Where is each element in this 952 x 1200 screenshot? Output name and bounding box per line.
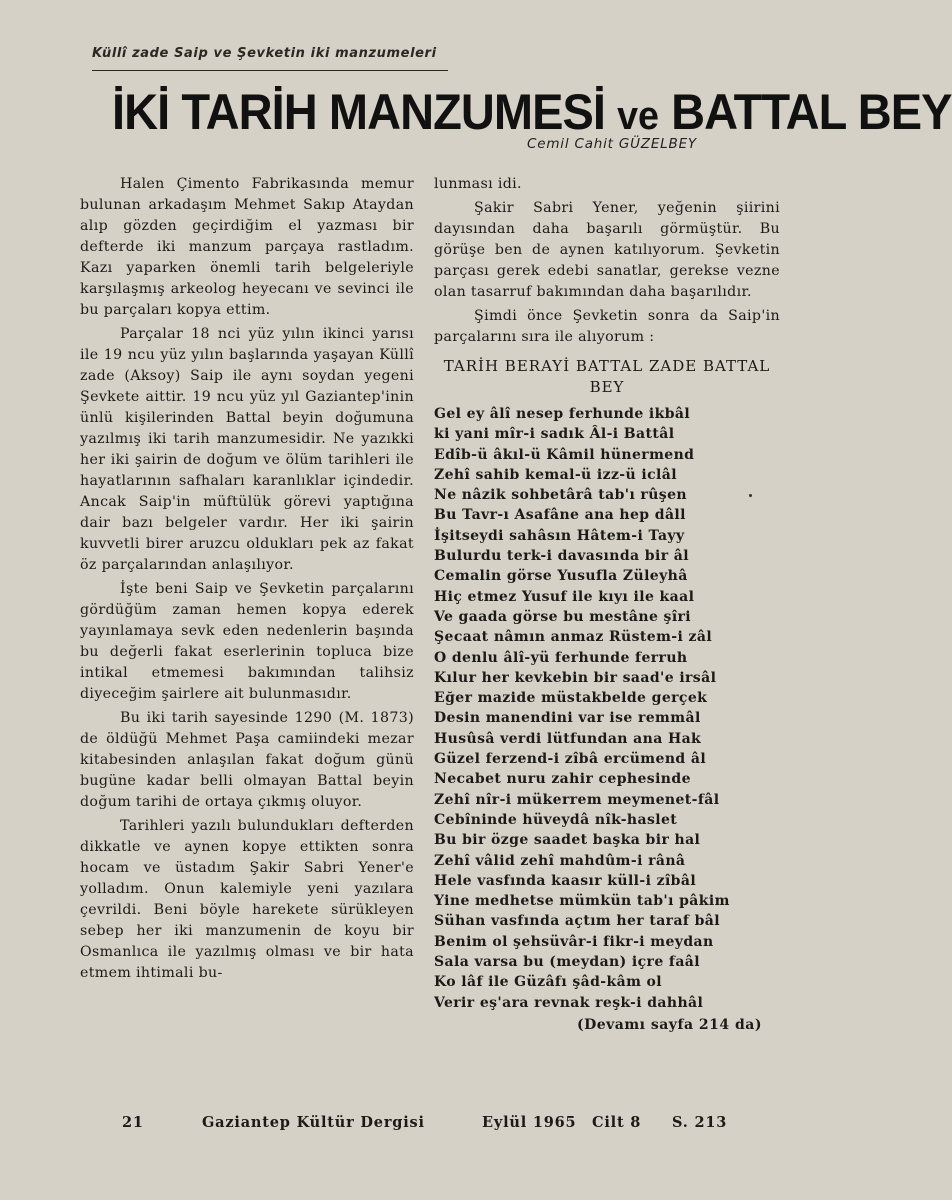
poem-line: Cemalin görse Yusufla Züleyhâ	[434, 568, 688, 585]
paragraph: Halen Çimento Fabrikasında memur bulunan arkadaşım Mehmet Sakıp Ataydan alıp gözden geçirdiğim el yazması bir defterde iki manzum parçaya rastladım. Kazı yaparken önemli tarih belgeleriyle karşılaşmış arkeolog heyecanı ve sevinci ile bu parçaları kopya ettim.	[80, 176, 414, 318]
article-title	[112, 84, 952, 144]
poem-line: Şecaat nâmın anmaz Rüstem-i zâl	[434, 629, 713, 646]
poem-line: Güzel ferzend-i zîbâ ercümend âl	[434, 751, 707, 768]
paragraph: Tarihleri yazılı bulundukları defterden dikkatle ve aynen kopye ettikten sonra hocam ve üstadım Şakir Sabri Yener'e yolladım. Onun kalemiyle yeni yazılara çevrildi. Beni böyle harekete sürükleyen sebep her iki manzumenin de koyu bir Osmanlıca ile yazılmış olması ve bir hata etmem ihtimali bu-	[80, 818, 414, 981]
poem-line: Eğer mazide müstakbelde gerçek	[434, 690, 708, 707]
poem-line: Gel ey âlî nesep ferhunde ikbâl	[434, 406, 691, 422]
poem-line: Hiç etmez Yusuf ile kıyı ile kaal	[434, 588, 695, 605]
poem-line: Yine medhetse mümkün tab'ı pâkim	[434, 893, 730, 910]
title-conjunction: ve	[617, 94, 659, 138]
poem-line: Zehî nîr-i mükerrem meymenet-fâl	[434, 791, 720, 808]
paragraph: İşte beni Saip ve Şevketin parçalarını gördüğüm zaman hemen kopya ederek yayınlamaya sevk eden nedenlerin başında bu değerli fakat eserlerinin topluca bize intikal etmemesi bakımından talihsiz diyeceğim şairlere ait bulunmasıdır.	[80, 581, 414, 702]
right-column	[434, 174, 780, 1036]
poem-line: İşitseydi sahâsın Hâtem-i Tayy	[434, 527, 685, 544]
poem-line: Ve gaada görse bu mestâne şîri	[434, 608, 692, 625]
poem-title: TARİH BERAYİ BATTAL ZADE BATTAL BEY	[443, 357, 771, 396]
journal-name: Gaziantep Kültür Dergisi	[202, 1114, 425, 1131]
paragraph: lunması idi.	[434, 176, 522, 192]
poem-line: Bu bir özge saadet başka bir hal	[434, 832, 701, 849]
poem-line: Cebîninde hüveydâ nîk-haslet	[434, 811, 678, 828]
poem	[434, 404, 780, 1013]
page-number: 21	[122, 1114, 144, 1131]
continued-note: (Devamı sayfa 214 da)	[576, 1016, 762, 1033]
paragraph: Şimdi önce Şevketin sonra da Saip'in parçalarını sıra ile alıyorum :	[434, 308, 780, 345]
poem-line: Ne nâzik sohbetârâ tab'ı rûşen	[434, 487, 687, 504]
poem-line: Kılur her kevkebin bir saad'e irsâl	[434, 669, 717, 686]
poem-line: Husûsâ verdi lütfundan ana Hak	[434, 730, 702, 747]
print-speck	[749, 494, 752, 497]
poem-line: Bu Tavr-ı Asafâne ana hep dâll	[434, 507, 686, 524]
poem-line: Hele vasfında kaasır küll-i zîbâl	[434, 872, 697, 889]
poem-line: Zehî vâlid zehî mahdûm-i rânâ	[434, 852, 686, 869]
poem-line: Ko lâf ile Güzâfı şâd-kâm ol	[434, 974, 663, 991]
poem-line: Sala varsa bu (meydan) içre faâl	[434, 954, 700, 971]
poem-line: Bulurdu terk-i davasında bir âl	[434, 548, 689, 565]
paragraph: Bu iki tarih sayesinde 1290 (M. 1873) de öldüğü Mehmet Paşa camiindeki mezar kitabesinden anlaşılan fakat doğum günü bugüne kadar belli olmayan Battal beyin doğum tarihi de ortaya çıkmış oluyor.	[80, 710, 414, 810]
paragraph: Parçalar 18 nci yüz yılın ikinci yarısı ile 19 ncu yüz yılın başlarında yaşayan Küllî zade (Aksoy) Saip ile aynı soydan yegeni Şevkete aittir. 19 ncu yüz yıl Gaziantep'inin ünlü kişilerinden Battal beyin doğumuna yazılmış iki tarih manzumesidir. Ne yazıkki her iki şairin de doğum ve ölüm tarihleri ile hayatlarının safhaları karanlıklar içindedir. Ancak Saip'in müftülük görevi yaptığına dair bazı belgeler vardır. Her iki şairin kuvvetli birer aruzcu oldukları pek az fakat öz parçalarından anlaşılıyor.	[80, 326, 414, 573]
header-rule	[92, 70, 448, 71]
poem-line: Necabet nuru zahir cephesinde	[434, 771, 691, 788]
title-main: İKİ TARİH MANZUMESİ	[112, 84, 606, 140]
poem-line: Benim ol şehsüvâr-i fikr-i meydan	[434, 933, 714, 950]
poem-line: Edîb-ü âkıl-ü Kâmil hünermend	[434, 446, 695, 463]
poem-line: ki yani mîr-i sadık Âl-i Battâl	[434, 426, 675, 443]
poem-line: Verir eş'ara revnak reşk-i dahhâl	[434, 994, 704, 1011]
issue-number: S. 213	[672, 1114, 728, 1131]
author-name: Cemil Cahit GÜZELBEY	[527, 136, 697, 152]
poem-line: Desin manendini var ise remmâl	[434, 710, 701, 727]
issue-date: Eylül 1965	[482, 1114, 577, 1131]
paragraph: Şakir Sabri Yener, yeğenin şiirini dayısından daha başarılı görmüştür. Bu görüşe ben de aynen katılıyorum. Şevketin parçası gerek edebi sanatlar, gerekse vezne olan tasarruf bakımından daha başarılıdır.	[434, 200, 780, 300]
poem-line: Sühan vasfında açtım her taraf bâl	[434, 913, 720, 930]
title-end: BATTAL BEY	[671, 84, 952, 140]
left-column	[80, 174, 414, 984]
poem-line: Zehî sahib kemal-ü izz-ü iclâl	[434, 466, 677, 483]
poem-line: O denlu âlî-yü ferhunde ferruh	[434, 649, 688, 666]
running-head: Küllî zade Saip ve Şevketin iki manzumeleri	[92, 46, 437, 61]
volume-number: Cilt 8	[592, 1114, 642, 1131]
